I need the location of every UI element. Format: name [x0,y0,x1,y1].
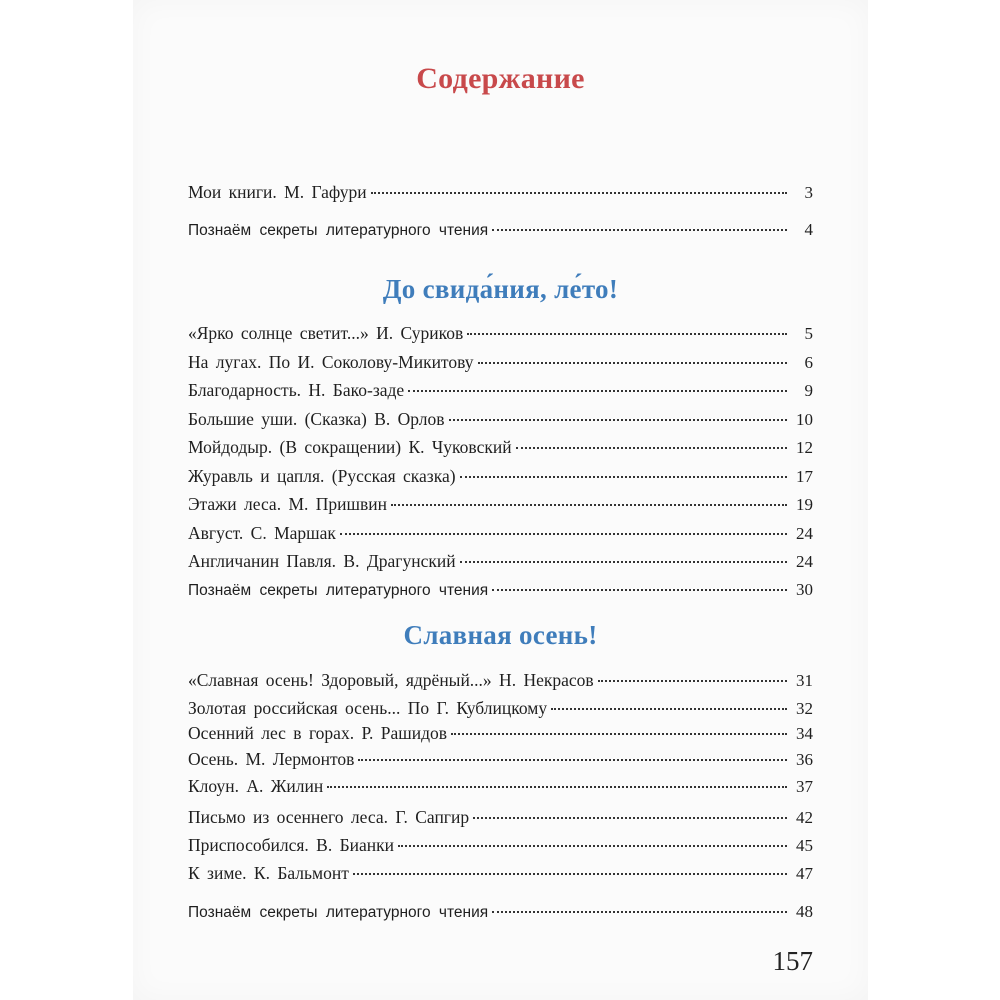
toc-entry-title: К зиме. К. Бальмонт [188,863,349,883]
toc-entry-title: Англичанин Павля. В. Драгунский [188,551,456,571]
toc-entry [188,747,813,771]
toc-entry-title: Познаём секреты литературного чтения [188,222,489,239]
toc-entry-page: 3 [804,183,813,202]
toc-entry [188,861,813,885]
toc-entry-title: Большие уши. (Сказка) В. Орлов [188,409,445,429]
toc-entry-page: 24 [796,552,813,571]
toc-entry-title: Приспособился. В. Бианки [188,835,394,855]
toc-entry-title: Осенний лес в горах. Р. Рашидов [188,723,448,743]
dot-leader [478,362,787,364]
dot-leader [327,786,787,788]
show-through-texture [190,108,820,125]
dot-leader [340,533,787,535]
dot-leader [371,192,787,194]
dot-leader [353,873,787,875]
toc-entry-title: Август. С. Маршак [188,523,336,543]
toc-entry-title: Благодарность. Н. Бако-заде [188,380,405,400]
dot-leader [460,476,787,478]
toc-entry [188,900,813,924]
toc-entry [188,549,813,573]
toc-entry-page: 6 [804,353,813,372]
toc-entry [188,774,813,798]
toc-entry-title: «Ярко солнце светит...» И. Суриков [188,323,464,343]
toc-entry-page: 47 [796,864,813,883]
toc-entry-title: Журавль и цапля. (Русская сказка) [188,466,456,486]
dot-leader [408,390,787,392]
toc-entry [188,464,813,488]
dot-leader [391,504,787,506]
dot-leader [551,708,787,710]
toc-entry-page: 10 [796,410,813,429]
toc-entry-page: 31 [796,671,813,690]
toc-entry [188,805,813,829]
toc-entry [188,696,813,720]
toc-entry [188,218,813,242]
toc-entry-title: На лугах. По И. Соколову-Микитову [188,352,474,372]
toc-entry-page: 42 [796,808,813,827]
toc-entry-title: Познаём секреты литературного чтения [188,582,489,599]
toc-entry [188,378,813,402]
toc-entry-page: 12 [796,438,813,457]
dot-leader [467,333,787,335]
dot-leader [398,845,787,847]
toc-entry-title: Золотая российская осень... По Г. Кублицкому [188,698,548,718]
toc-entry-title: Мойдодыр. (В сокращении) К. Чуковский [188,437,512,457]
toc-entry-page: 48 [796,902,813,921]
toc-entry [188,407,813,431]
dot-leader [516,447,787,449]
toc-entry-page: 32 [796,699,813,718]
section-heading: До свида́ния, ле́то! [382,274,619,304]
toc-entry-page: 5 [804,324,813,343]
toc-entry [188,521,813,545]
dot-leader [358,759,787,761]
toc-entry-title: Этажи леса. М. Пришвин [188,494,387,514]
toc-entry [188,321,813,345]
toc-entry [188,578,813,602]
toc-entry-title: Познаём секреты литературного чтения [188,904,489,921]
toc-entry-title: Мои книги. М. Гафури [188,182,367,202]
toc-entry-page: 19 [796,495,813,514]
toc-entry-page: 30 [796,580,813,599]
contents-title: Содержание [416,62,585,95]
toc-entry [188,492,813,516]
dot-leader [492,229,787,231]
toc-entry [188,721,813,745]
toc-entry-title: Письмо из осеннего леса. Г. Сапгир [188,807,470,827]
toc-entry-page: 9 [804,381,813,400]
toc-entry-page: 24 [796,524,813,543]
toc-entry [188,833,813,857]
toc-entry-page: 37 [796,777,813,796]
toc-entry-page: 36 [796,750,813,769]
dot-leader [449,419,787,421]
toc-entry-page: 45 [796,836,813,855]
toc-entry-page: 34 [796,724,813,743]
toc-entry [188,350,813,374]
toc-entry [188,180,813,204]
dot-leader [451,733,787,735]
section-heading: Славная осень! [403,620,598,650]
toc-entry-title: Клоун. А. Жилин [188,776,324,796]
toc-entry-title: Осень. М. Лермонтов [188,749,355,769]
toc-entry [188,435,813,459]
page-number: 157 [772,946,813,976]
toc-entry-title: «Славная осень! Здоровый, ядрёный...» Н. Некрасов [188,670,594,690]
toc-entry-page: 17 [796,467,813,486]
dot-leader [492,911,787,913]
dot-leader [598,680,787,682]
toc-entry-page: 4 [804,220,813,239]
dot-leader [473,817,787,819]
dot-leader [492,589,787,591]
dot-leader [460,561,787,563]
toc-entry [188,668,813,692]
